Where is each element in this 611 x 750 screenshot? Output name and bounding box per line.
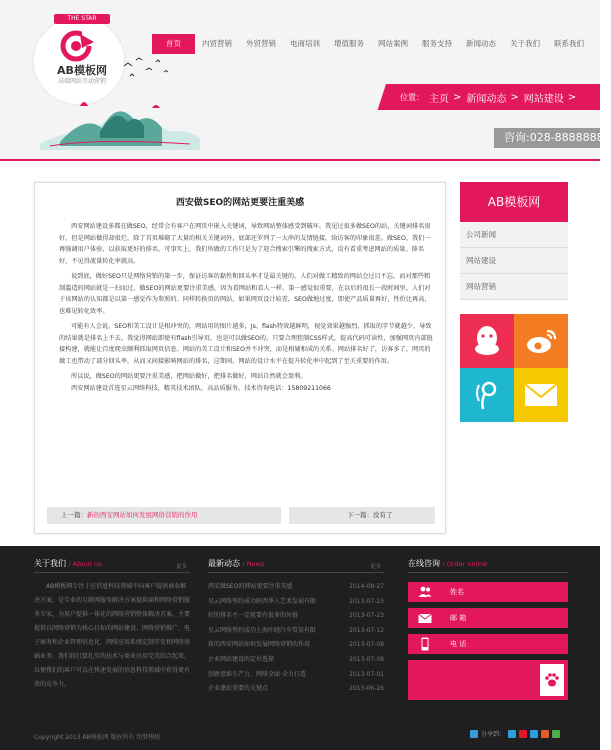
article-paragraph: 西安网站建设多都在做SEO，经常会有客户在网页中嵌入关键词，导致网站整体感受到破坏。我见过很多做SEO的站，关键词排名很好，但是网站做得却很烂，除了首页堆砌了大量的相关关键词外，底部还罗列了一大串的友情链接，给访客的印象很差。做SEO，我们一再强调用户体验，以获取更好的排名，可事实上，我们所做的工作只是为了迎合搜索引擎的搜索方式，没有看重考虑网站的质量。排名好，不见得流量转化率就高。	[59, 223, 431, 265]
phone-icon	[418, 637, 432, 651]
logo-mark-icon	[60, 28, 96, 62]
news-row[interactable]	[208, 653, 384, 668]
article-paragraph: 西安网站建设首选星云网络科技，精英技术团队，高品质服务。技术咨询电话：15809211066	[71, 384, 331, 392]
next-article-label: 下一篇：	[347, 511, 373, 519]
share-label: 分享到：	[481, 731, 506, 738]
news-row-title[interactable]: 企业网站建设的定位选择	[208, 655, 275, 663]
envelope-icon	[418, 611, 432, 625]
next-article	[289, 507, 435, 524]
social-tiles	[460, 314, 568, 422]
birds-decoration	[120, 52, 180, 82]
site-header	[0, 0, 611, 160]
qq-icon	[472, 325, 502, 357]
breadcrumb-label: 位置：	[400, 92, 424, 102]
article-pagination	[47, 507, 435, 524]
users-icon	[418, 585, 432, 599]
article-title: 西安做SEO的网站更要注重美感	[175, 198, 305, 208]
news-row-date: 2013-07-01	[349, 670, 384, 678]
news-more-link[interactable]: 更多	[370, 564, 382, 570]
qq-tile[interactable]	[460, 314, 514, 368]
news-row-title[interactable]: 星云网络签约成功陕西华人艺术发展有限	[208, 597, 317, 605]
breadcrumb-news[interactable]: 新闻动态	[466, 93, 507, 105]
news-row[interactable]	[208, 638, 384, 653]
article-paragraph: 说到底，做好SEO只是网络营销的第一步，保证访客的黏性和回头率才是最关键的。人们对做工精致的网站会过目不忘，而对那些粗制滥造的网站就是一扫而过。做SEO的网站更要注重美感，因为看网站和看人一样，第一感觉很重要，在以后的很长一段时间里，人们对于该网站的认知都是以第一感觉作为参照的。同样转换页的网站，如果网页设计较差，SEO做地过度，即使产品质量再好，性价比再高，也难见转化效率。	[59, 273, 431, 315]
news-title-en: / News	[242, 560, 265, 568]
phone-field[interactable]	[408, 634, 568, 654]
news-row[interactable]	[208, 595, 384, 610]
news-row[interactable]	[208, 580, 384, 595]
news-divider	[208, 572, 384, 573]
news-row-date: 2013-07-12	[349, 626, 384, 634]
sidebar-item-company-news[interactable]: 公司新闻	[460, 222, 568, 248]
phone-field-label: 电 话	[450, 640, 467, 648]
sidebar-menu	[460, 222, 568, 300]
news-row-title[interactable]: 好的排名不一定就要有很多的外链	[208, 612, 299, 620]
about-title: 关于我们	[34, 559, 66, 568]
news-row-date: 2013-07-08	[349, 641, 384, 649]
news-row-date: 2013-07-08	[349, 655, 384, 663]
news-row-title[interactable]: 创新思维生产力，网络全面·全力打造	[208, 670, 306, 678]
submit-button[interactable]	[540, 664, 564, 696]
mail-icon	[524, 383, 558, 407]
contact-divider	[408, 572, 568, 573]
article-paragraph: 所以说，做SEO的网站更要注重美感，把网站做好，把排名做好，网站自然就会盈利。	[71, 373, 307, 380]
main-nav	[152, 34, 591, 54]
logo-slogan: 高端网站互动营销	[57, 78, 106, 85]
tencent-share-icon[interactable]	[530, 730, 538, 738]
news-row[interactable]	[208, 682, 384, 697]
news-list	[208, 580, 384, 697]
email-tile[interactable]	[514, 368, 568, 422]
nav-item-cases[interactable]: 网站案例	[378, 39, 408, 48]
message-box[interactable]	[408, 660, 568, 700]
tencent-weibo-tile[interactable]	[460, 368, 514, 422]
nav-item-contact[interactable]: 联系我们	[554, 39, 584, 48]
news-row-title[interactable]: 企业建站重要的关键点	[208, 685, 269, 693]
about-more-link[interactable]: 更多	[176, 564, 188, 570]
paw-icon	[544, 672, 560, 688]
news-row-title[interactable]: 西安做SEO的网站更要注重美感	[208, 583, 293, 590]
news-row[interactable]	[208, 624, 384, 639]
news-heading	[208, 558, 264, 569]
breadcrumb-separator: >	[453, 91, 462, 103]
contact-heading	[408, 558, 487, 569]
news-title: 最新动态	[208, 559, 240, 568]
header-divider	[0, 159, 600, 161]
sidebar-item-web-build[interactable]: 网站建设	[460, 248, 568, 274]
about-divider	[34, 572, 190, 573]
about-text: AB模板网专注于在信息科技领域中向客户提供商业解决方案，是专业的互联网服务解决方案提供商和网络营销服务专家，为用户提供一体化的网络营销整体解决方案。主要提供以网络营销为核心目标的网站建设、网络营销推广、电子商务和企业管理信息化、网络应用系统定制开发和网络基础业务。我们将打算扎实的技术与商业应用完美结合起来，以便我们的客户可以在快速发展的信息科技领域中获得更有效的竞争力。	[34, 583, 191, 688]
qzone-icon[interactable]	[508, 730, 516, 738]
name-field-label: 姓名	[450, 588, 464, 596]
tencent-weibo-icon	[473, 379, 501, 411]
nav-item-ecommerce-training[interactable]: 电商培训	[290, 39, 320, 48]
next-article-link[interactable]: 没有了	[373, 511, 393, 519]
prev-article-link[interactable]: 新的西安网站如何发展网络营销的作用	[87, 511, 198, 519]
nav-item-foreign-marketing[interactable]: 外贸营销	[246, 39, 276, 48]
news-row[interactable]	[208, 668, 384, 683]
article-paragraph: 可能有人会说，SEO和美工设计是相冲突的，网站用的图片越多，Js、flash特效越鲜明，视觉效果越强烈，抓取的字节就越少，导致的结果就是排名上不去。我觉得网站即使有flash引导页，也是可以做SEO的，只要合理控制CSS样式，提高代码可读性，加强网页内部链接构建，就能让百度爬虫顺利抓取网页信息。网站的美工设计和SEO并不冲突，而是相辅相成的关系。网站排名好了，访客多了，网页的做工也带动了部分回头率，从而又间接影响网站的排名，这期间，网站的设计水平在提升转化率中起到了至关重要的作用。	[59, 323, 433, 365]
email-field-label: 邮 箱	[450, 614, 467, 622]
weibo-tile[interactable]	[514, 314, 568, 368]
copyright-text: Copyright 2013 AB模板网 版权所有 织梦模板	[34, 734, 161, 741]
news-row-date: 2013-07-23	[349, 612, 384, 620]
logo-tag: THE STAR	[54, 14, 110, 24]
contact-title-en: / Order online	[442, 560, 488, 568]
wechat-share-icon[interactable]	[552, 730, 560, 738]
contact-title: 在线咨询	[408, 559, 440, 568]
news-row-title[interactable]: 新的西安网站如何发展网络营销的作用	[208, 641, 311, 649]
nav-item-about[interactable]: 关于我们	[510, 39, 540, 48]
news-row[interactable]	[208, 609, 384, 624]
nav-item-support[interactable]: 服务支持	[422, 39, 452, 48]
news-row-date: 2013-06-26	[349, 685, 384, 693]
name-field[interactable]	[408, 582, 568, 602]
news-row-date: 2014-08-27	[349, 583, 384, 590]
prev-article-label: 上一篇：	[61, 511, 87, 519]
article-panel	[34, 182, 446, 534]
breadcrumb-separator: >	[510, 91, 519, 103]
about-heading	[34, 558, 102, 569]
breadcrumb-web-build[interactable]: 网站建设	[523, 93, 564, 105]
news-row-date: 2013-07-23	[349, 597, 384, 605]
email-field[interactable]	[408, 608, 568, 628]
hotline-banner: 咨询:028-88888888	[494, 128, 600, 148]
landscape-illustration	[40, 88, 200, 150]
renren-share-icon[interactable]	[541, 730, 549, 738]
breadcrumb-separator: >	[567, 91, 577, 103]
nav-item-news[interactable]: 新闻动态	[466, 39, 496, 48]
share-bar	[470, 729, 560, 738]
article-body	[59, 221, 433, 394]
breadcrumb	[372, 84, 600, 110]
news-row-title[interactable]: 星云网络签约成功上海叶晓汽车贸易有限	[208, 626, 317, 634]
nav-item-domestic-marketing[interactable]: 内贸营销	[202, 39, 232, 48]
nav-item-value-services[interactable]: 增值服务	[334, 39, 364, 48]
weibo-icon	[525, 327, 557, 355]
sidebar-item-web-marketing[interactable]: 网站营销	[460, 274, 568, 300]
sidebar-title: AB模板网	[460, 182, 568, 222]
about-title-en: / About us	[68, 560, 102, 568]
weibo-share-icon[interactable]	[519, 730, 527, 738]
breadcrumb-home[interactable]: 主页	[429, 93, 449, 105]
prev-article	[47, 507, 281, 524]
breadcrumb-notch	[372, 84, 386, 110]
share-plus-icon[interactable]	[470, 730, 478, 738]
logo-name: AB模板网	[57, 64, 107, 77]
nav-item-home[interactable]: 首页	[152, 34, 195, 54]
